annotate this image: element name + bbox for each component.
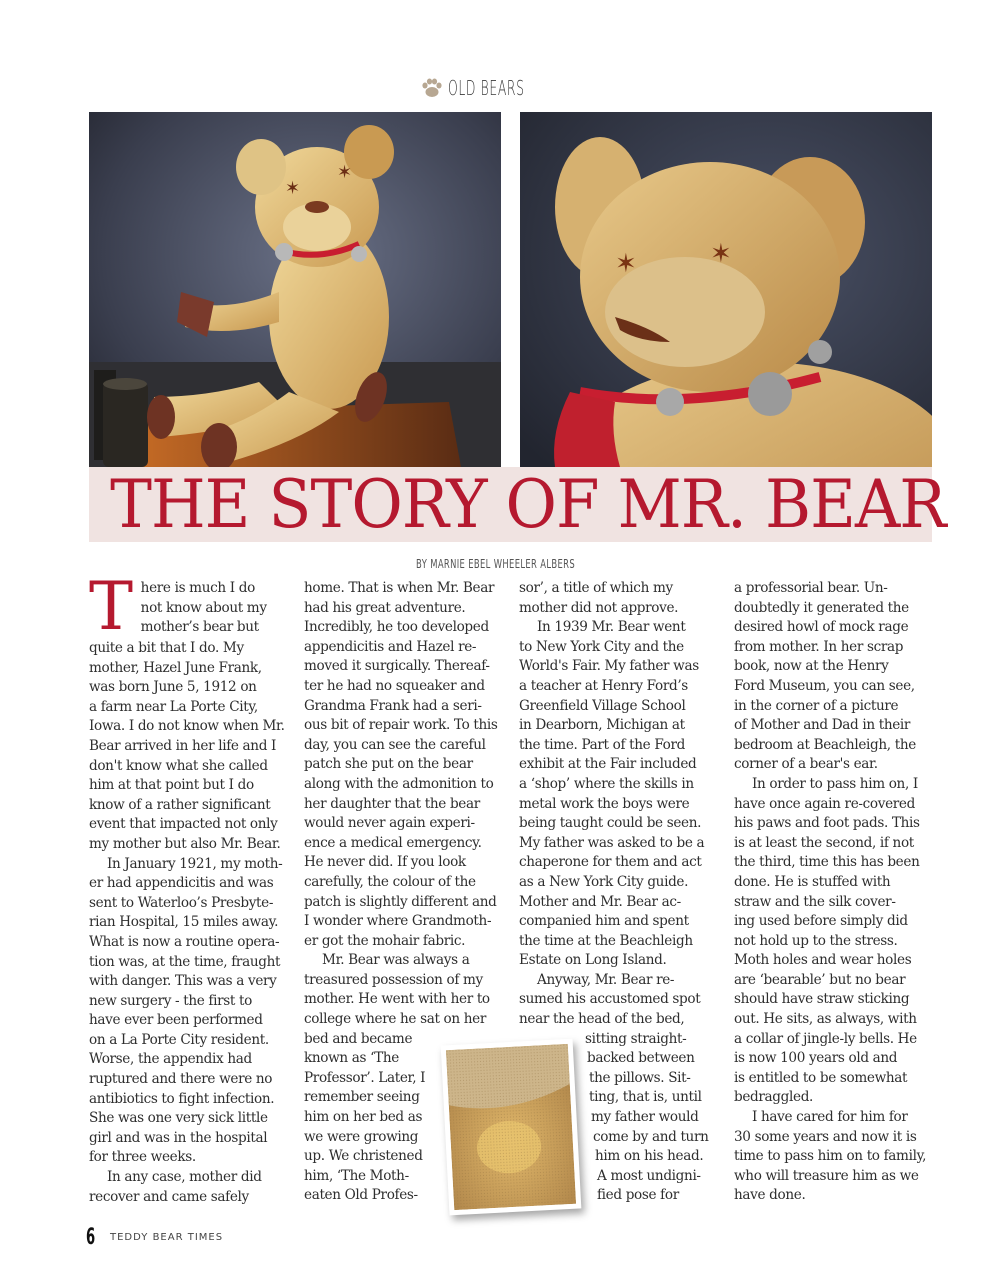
text-line: desired howl of mock rage xyxy=(734,619,909,636)
text-line: mother. He went with her to xyxy=(304,991,490,1008)
text-line: I wonder where Grandmoth- xyxy=(304,913,492,930)
text-line: Professor’. Later, I xyxy=(304,1069,426,1086)
text-line: ter he had no squeaker and xyxy=(304,677,485,694)
text-line: not hold up to the stress. xyxy=(734,932,898,949)
text-line: appendicitis and Hazel re- xyxy=(304,638,477,655)
text-line: should have straw sticking xyxy=(734,991,910,1008)
text-line: ous bit of repair work. To this xyxy=(304,717,498,734)
text-line: along with the admonition to xyxy=(304,775,494,792)
article-column-1 xyxy=(89,568,301,1207)
text-line: In 1939 Mr. Bear went xyxy=(537,619,686,636)
text-line: the third, time this has been xyxy=(734,854,920,871)
text-line: In any case, mother did xyxy=(107,1169,262,1186)
text-line: antibiotics to fight infection. xyxy=(89,1090,275,1107)
text-line: In January 1921, my moth- xyxy=(107,855,283,872)
text-line: carefully, the colour of the xyxy=(304,873,476,890)
text-line: book, now at the Henry xyxy=(734,658,889,675)
text-line: on a La Porte City resident. xyxy=(89,1031,269,1048)
article-column-4 xyxy=(734,579,946,1206)
text-line: backed between xyxy=(587,1050,695,1067)
text-line: here is much I do xyxy=(140,580,255,596)
text-line: was born June 5, 1912 on xyxy=(89,679,257,696)
text-line: straw and the silk cover- xyxy=(734,893,896,910)
text-line: rian Hospital, 15 miles away. xyxy=(89,914,279,931)
text-line: corner of a bear's ear. xyxy=(734,756,878,773)
text-line: time to pass him on to family, xyxy=(734,1148,927,1165)
text-line: ting, that is, until xyxy=(589,1089,702,1106)
text-line: sor’, a title of which my xyxy=(519,580,673,596)
text-line: him on his head. xyxy=(595,1148,704,1165)
text-line: exhibit at the Fair included xyxy=(519,756,697,773)
svg-text:✶: ✶ xyxy=(615,249,637,279)
text-line: quite a bit that I do. My xyxy=(89,640,244,656)
text-line: patch is slightly different and xyxy=(304,893,497,910)
text-line: is at least the second, if not xyxy=(734,834,914,851)
drop-cap: T xyxy=(89,568,133,645)
text-line: In order to pass him on, I xyxy=(752,775,918,792)
text-line: for three weeks. xyxy=(89,1149,196,1166)
text-line: have ever been performed xyxy=(89,1012,263,1029)
svg-text:✶: ✶ xyxy=(285,178,301,199)
text-line: He never did. If you look xyxy=(304,854,466,871)
text-line: Iowa. I do not know when Mr. xyxy=(89,718,285,735)
text-line: not know about my xyxy=(140,599,267,616)
text-line: his paws and foot pads. This xyxy=(734,815,920,832)
text-line: sumed his accustomed spot xyxy=(519,991,701,1008)
text-line: Bear arrived in her life and I xyxy=(89,737,277,754)
text-line: is now 100 years old and xyxy=(734,1050,898,1067)
text-line: Greenfield Village School xyxy=(519,697,686,714)
text-line: My father was asked to be a xyxy=(519,834,705,851)
text-line: bedroom at Beachleigh, the xyxy=(734,736,916,753)
svg-text:✶: ✶ xyxy=(337,162,353,183)
text-line: Mr. Bear was always a xyxy=(322,952,470,969)
text-line: tion was, at the time, fraught xyxy=(89,953,281,970)
section-label: OLD BEARS xyxy=(448,76,525,100)
text-line: know of a rather significant xyxy=(89,796,271,813)
text-line: metal work the boys were xyxy=(519,795,690,812)
text-line: Grandma Frank had a seri- xyxy=(304,697,482,714)
text-line: bed and became xyxy=(304,1030,413,1047)
text-line: from mother. In her scrap xyxy=(734,638,904,655)
text-line: her daughter that the bear xyxy=(304,795,480,812)
text-line: mother’s bear but xyxy=(140,619,259,636)
text-line: is entitled to be somewhat xyxy=(734,1069,908,1086)
text-line: near the head of the bed, xyxy=(519,1011,685,1028)
text-line: being taught could be seen. xyxy=(519,815,702,832)
title-band xyxy=(89,466,946,543)
text-line: recover and came safely xyxy=(89,1188,249,1205)
text-line: patch she put on the bear xyxy=(304,756,473,773)
text-line: A most undigni- xyxy=(597,1167,701,1184)
text-line: sitting straight- xyxy=(585,1030,687,1047)
text-line: bedraggled. xyxy=(734,1089,814,1106)
text-line: the time. Part of the Ford xyxy=(519,736,685,753)
text-line: done. He is stuffed with xyxy=(734,873,891,890)
text-line: have once again re-covered xyxy=(734,795,915,812)
text-line: a farm near La Porte City, xyxy=(89,698,258,715)
text-line: to New York City and the xyxy=(519,638,684,655)
text-line: What is now a routine opera- xyxy=(89,933,280,950)
byline-text: BY MARNIE EBEL WHEELER ALBERS xyxy=(416,557,576,571)
text-line: er got the mohair fabric. xyxy=(304,932,466,949)
text-line: the pillows. Sit- xyxy=(589,1069,691,1086)
text-line: would never again experi- xyxy=(304,815,475,832)
text-line: mother did not approve. xyxy=(519,599,679,616)
text-line: chaperone for them and act xyxy=(519,854,702,871)
text-line: girl and was in the hospital xyxy=(89,1129,268,1146)
text-line: don't know what she called xyxy=(89,757,268,774)
text-line: my father would xyxy=(591,1109,699,1126)
text-line: Anyway, Mr. Bear re- xyxy=(537,971,675,988)
paw-icon xyxy=(420,76,444,100)
text-line: Mother and Mr. Bear ac- xyxy=(519,893,681,910)
patch-closeup-photo xyxy=(441,1039,582,1216)
text-line: mother, Hazel June Frank, xyxy=(89,659,262,676)
text-line: ence a medical emergency. xyxy=(304,834,482,851)
text-line: moved it surgically. Thereaf- xyxy=(304,658,490,675)
article-title: THE STORY OF MR. BEAR xyxy=(110,466,946,543)
text-line: known as ‘The xyxy=(304,1050,399,1067)
text-line: Estate on Long Island. xyxy=(519,952,667,969)
text-line: in Dearborn, Michigan at xyxy=(519,717,685,734)
text-line: of Mother and Dad in their xyxy=(734,717,911,734)
text-line: had his great adventure. xyxy=(304,599,466,616)
text-line: I have cared for him for xyxy=(752,1109,908,1126)
text-line: with danger. This was a very xyxy=(89,973,277,990)
text-line: event that impacted not only xyxy=(89,816,278,833)
text-line: sent to Waterloo’s Presbyte- xyxy=(89,894,274,911)
text-line: him, ‘The Moth- xyxy=(304,1167,409,1184)
svg-text:✶: ✶ xyxy=(710,239,732,269)
page-number: 6 xyxy=(86,1225,96,1250)
text-line: have done. xyxy=(734,1187,806,1204)
text-line: we were growing xyxy=(304,1128,419,1145)
text-line: him at that point but I do xyxy=(89,777,254,794)
text-line: eaten Old Profes- xyxy=(304,1187,418,1204)
text-line: a teacher at Henry Ford’s xyxy=(519,677,688,694)
text-line: ing used before simply did xyxy=(734,913,908,930)
bear-closeup-photo xyxy=(520,112,932,467)
text-line: She was one very sick little xyxy=(89,1110,268,1127)
text-line: my mother but also Mr. Bear. xyxy=(89,835,281,852)
text-line: college where he sat on her xyxy=(304,1011,486,1028)
text-line: a professorial bear. Un- xyxy=(734,580,888,596)
page-footer xyxy=(86,1225,223,1253)
text-line: a collar of jingle-ly bells. He xyxy=(734,1030,917,1047)
text-line: are ‘bearable’ but no bear xyxy=(734,971,906,988)
text-line: 30 some years and now it is xyxy=(734,1128,917,1145)
text-line: ruptured and there were no xyxy=(89,1071,273,1088)
text-line: Worse, the appendix had xyxy=(89,1051,252,1068)
text-line: home. That is when Mr. Bear xyxy=(304,580,495,596)
text-line: fied pose for xyxy=(597,1187,679,1204)
text-line: him on her bed as xyxy=(304,1109,423,1126)
text-line: World's Fair. My father was xyxy=(519,658,699,675)
text-line: day, you can see the careful xyxy=(304,736,486,753)
text-line: treasured possession of my xyxy=(304,971,483,988)
text-line: new surgery - the first to xyxy=(89,992,252,1009)
text-line: Moth holes and wear holes xyxy=(734,952,912,969)
publication-name: TEDDY BEAR TIMES xyxy=(110,1232,224,1243)
section-header xyxy=(0,76,992,106)
text-line: out. He sits, as always, with xyxy=(734,1011,917,1028)
text-line: er had appendicitis and was xyxy=(89,875,274,892)
text-line: come by and turn xyxy=(593,1128,709,1145)
text-line: remember seeing xyxy=(304,1089,420,1106)
text-line: Ford Museum, you can see, xyxy=(734,677,915,694)
text-line: as a New York City guide. xyxy=(519,873,689,890)
text-line: in the corner of a picture xyxy=(734,697,899,714)
bear-seated-photo xyxy=(89,112,501,467)
text-line: companied him and spent xyxy=(519,913,689,930)
text-line: doubtedly it generated the xyxy=(734,599,909,616)
text-line: the time at the Beachleigh xyxy=(519,932,693,949)
text-line: up. We christened xyxy=(304,1148,423,1165)
text-line: Incredibly, he too developed xyxy=(304,619,489,636)
text-line: who will treasure him as we xyxy=(734,1167,919,1184)
byline xyxy=(0,557,992,571)
text-line: a ‘shop’ where the skills in xyxy=(519,775,694,792)
